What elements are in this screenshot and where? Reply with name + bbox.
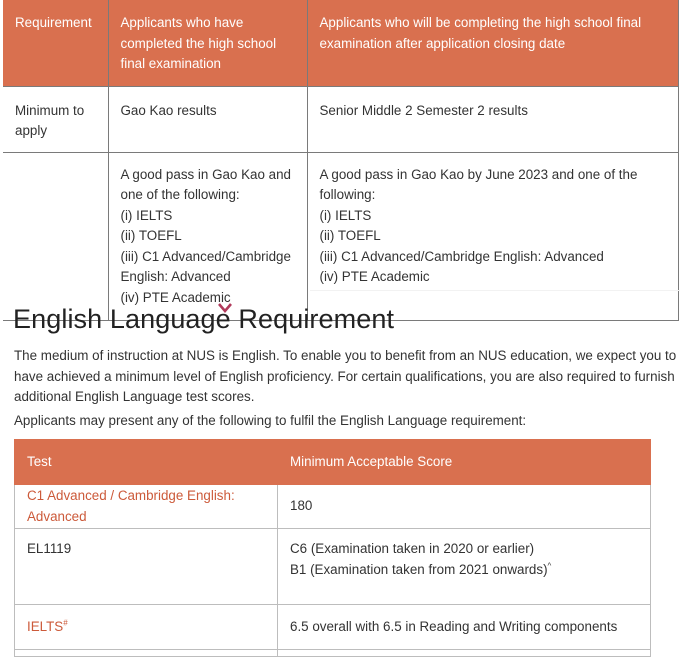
score-cell: 180 xyxy=(278,485,651,529)
col-header-completed: Applicants who have completed the high school final examination xyxy=(108,0,307,86)
score-cell xyxy=(278,529,651,605)
cell-line: (iii) C1 Advanced/Cambridge English: Advanced xyxy=(120,248,291,284)
test-link-c1-advanced[interactable]: C1 Advanced / Cambridge English: Advanced xyxy=(27,488,235,524)
cell-line: A good pass in Gao Kao and one of the following: xyxy=(120,166,291,202)
cell-line: (ii) TOEFL xyxy=(120,228,182,243)
section-divider xyxy=(310,290,680,291)
col-header-score: Minimum Acceptable Score xyxy=(278,440,651,485)
col-header-test: Test xyxy=(15,440,278,485)
table-row xyxy=(15,529,651,605)
score-cell xyxy=(278,650,651,657)
upcoming-cell xyxy=(307,152,679,321)
section-heading: English Language Requirement xyxy=(13,304,395,334)
table-row xyxy=(15,485,651,529)
footnote-marker: ^ xyxy=(547,561,552,571)
cell-line: (i) IELTS xyxy=(319,207,372,223)
requirement-cell xyxy=(3,152,108,321)
instruction-paragraph: Applicants may present any of the following to fulfil the English Language requirement: xyxy=(14,413,527,428)
test-cell xyxy=(15,650,278,657)
table-row xyxy=(15,650,651,657)
test-cell xyxy=(15,485,278,529)
requirement-cell: Minimum to apply xyxy=(3,86,108,152)
cell-line: (iv) PTE Academic xyxy=(319,269,430,284)
completed-cell xyxy=(108,152,307,321)
table-row xyxy=(3,86,679,152)
score-line: C6 (Examination taken in 2020 or earlier) xyxy=(290,541,535,556)
test-cell xyxy=(15,605,278,650)
cell-line: A good pass in Gao Kao by June 2023 and one of the following: xyxy=(319,166,638,202)
cell-line: (iii) C1 Advanced/Cambridge English: Advanced xyxy=(319,248,604,264)
intro-paragraph: The medium of instruction at NUS is English. To enable you to benefit from an NUS education, we expect you to have achieved a minimum level of English proficiency. For certain qualifications, you are also required to furnish additional English Language test scores. xyxy=(14,348,677,404)
score-line xyxy=(290,560,638,581)
qualification-table xyxy=(3,0,679,321)
english-test-table xyxy=(14,439,651,657)
qualification-table-header xyxy=(3,0,679,86)
cell-line: (i) IELTS xyxy=(120,207,173,223)
completed-cell: Gao Kao results xyxy=(108,86,307,152)
score-line-text: B1 (Examination taken from 2021 onwards) xyxy=(290,561,548,577)
english-table-header xyxy=(15,440,651,485)
cell-line: (iv) PTE Academic xyxy=(120,289,231,305)
test-cell: EL1119 xyxy=(15,529,278,605)
footnote-marker: # xyxy=(63,618,68,628)
table-row xyxy=(3,152,679,321)
col-header-requirement: Requirement xyxy=(3,0,108,86)
table-row xyxy=(15,605,651,650)
upcoming-cell: Senior Middle 2 Semester 2 results xyxy=(307,86,679,152)
test-link-ielts[interactable]: IELTS xyxy=(27,618,64,634)
col-header-upcoming: Applicants who will be completing the high school final examination after application closing date xyxy=(307,0,679,86)
score-cell: 6.5 overall with 6.5 in Reading and Writing components xyxy=(278,605,651,650)
cell-line: (ii) TOEFL xyxy=(319,228,381,243)
